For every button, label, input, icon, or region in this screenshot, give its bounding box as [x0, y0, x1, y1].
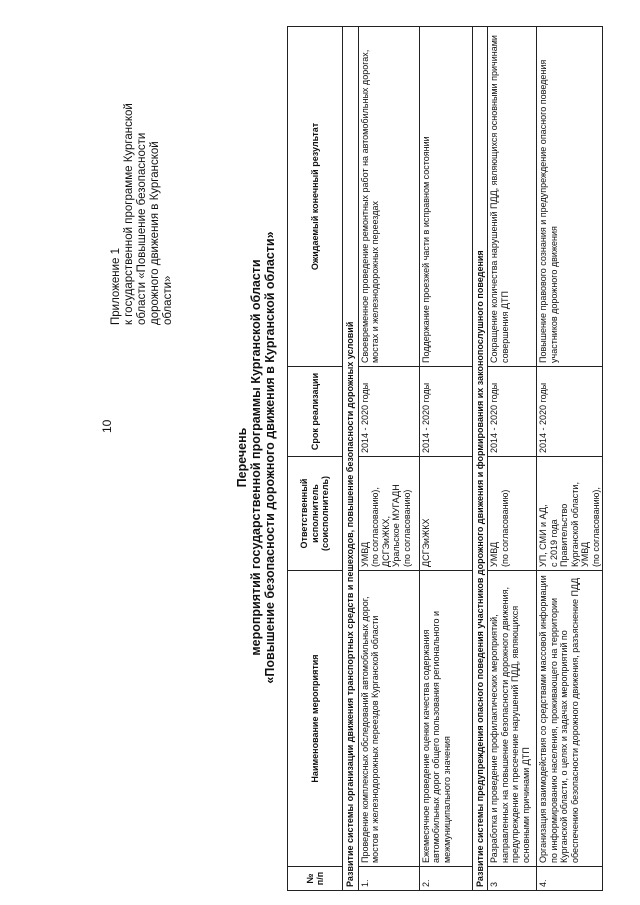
table-row: [488, 27, 537, 891]
header-name: Наименование мероприятия: [288, 571, 343, 867]
table-row: [358, 27, 419, 891]
appendix-line: области «Повышение безопасности: [136, 132, 148, 325]
header-result: Ожидаемый конечный результат: [288, 27, 343, 367]
row-executor: [419, 457, 472, 571]
row-term: 2014 - 2020 годы: [419, 367, 472, 457]
row-term: 2014 - 2020 годы: [537, 367, 603, 457]
executor-line: УМВД: [359, 541, 370, 567]
document-title: [235, 20, 277, 895]
row-name: Организация взаимодействия со средствами массовой информации по информированию населения, проживающего на территории Курганской области, о целях и задачах мероприятий по обеспечению безопасности дорожного движения, разъяснение ПДД: [537, 571, 603, 867]
row-num: 4.: [537, 867, 603, 891]
appendix-line: области»: [162, 275, 174, 325]
executor-line: (по согласованию): [401, 489, 412, 567]
row-name: Проведение комплексных обследований автомобильных дорог, мостов и железнодорожных переездов Курганской области: [358, 571, 419, 867]
table-header-row: [288, 27, 343, 891]
header-executor: Ответственный исполнитель (соисполнитель): [288, 457, 343, 571]
section-row: [343, 27, 359, 891]
section-title: Развитие системы организации движения транспортных средств и пешеходов, повышение безопасности дорожных условий: [343, 27, 359, 891]
row-executor: [537, 457, 603, 571]
title-line-1: Перечень: [235, 427, 249, 488]
executor-line: (по согласованию),: [590, 487, 601, 567]
row-result: Повышение правового сознания и предупреждение опасного поведения участников дорожного движения: [537, 27, 603, 367]
page-number: 10: [100, 419, 114, 433]
executor-line: с 2019 года: [548, 519, 559, 567]
row-name: Разработка и проведение профилактических мероприятий, направленных на повышение безопасности дорожного движения, предупреждение и пресечение нарушений ПДД, являющихся основными причинами ДТП: [488, 571, 537, 867]
row-term: 2014 - 2020 годы: [488, 367, 537, 457]
header-num: № п/п: [288, 867, 343, 891]
row-name: Ежемесячное проведение оценки качества содержания автомобильных дорог общего пользования регионального и межмуниципального значения: [419, 571, 472, 867]
section-title: Развитие системы предупреждения опасного поведения участников дорожного движения и формирования их законопослушного поведения: [472, 27, 488, 891]
executor-line: УМВД: [580, 541, 590, 567]
executor-line: УМВД: [489, 541, 499, 567]
row-num: 3: [488, 867, 537, 891]
row-num: 1.: [358, 867, 419, 891]
title-line-2: мероприятий государственной программы Курганской области: [249, 259, 263, 656]
row-result: Поддержание проезжей части в исправном состоянии: [419, 27, 472, 367]
executor-line: (по согласованию),: [370, 487, 380, 567]
executor-line: ДСГЭиЖКХ: [420, 518, 431, 567]
appendix-note: [110, 55, 175, 325]
executor-line: Уральское МУГАДН: [391, 484, 401, 567]
executor-line: ДСГЭиЖКХ,: [380, 515, 391, 567]
title-line-3: «Повышение безопасности дорожного движения в Курганской области»: [263, 231, 277, 684]
executor-line: УП, СМИ и АД,: [538, 504, 548, 567]
measures-table: [287, 26, 603, 891]
table-row: [537, 27, 603, 891]
section-row: [472, 27, 488, 891]
table-row: [419, 27, 472, 891]
executor-line: Правительство: [559, 503, 569, 567]
row-num: 2.: [419, 867, 472, 891]
executor-line: (по согласованию): [499, 489, 510, 567]
row-result: Своевременное проведение ремонтных работ на автомобильных дорогах, мостах и железнодорожных переездах: [358, 27, 419, 367]
rotated-content: [110, 20, 630, 895]
row-executor: [488, 457, 537, 571]
row-result: Сокращение количества нарушений ПДД, являющихся основными причинами совершения ДТП: [488, 27, 537, 367]
row-executor: [358, 457, 419, 571]
header-term: Срок реализации: [288, 367, 343, 457]
appendix-line: к государственной программе Курганской: [123, 103, 135, 325]
appendix-line: Приложение 1: [110, 247, 122, 325]
row-term: 2014 - 2020 годы: [358, 367, 419, 457]
appendix-line: дорожного движения в Курганской: [149, 141, 161, 325]
executor-line: Курганской области,: [569, 482, 580, 567]
